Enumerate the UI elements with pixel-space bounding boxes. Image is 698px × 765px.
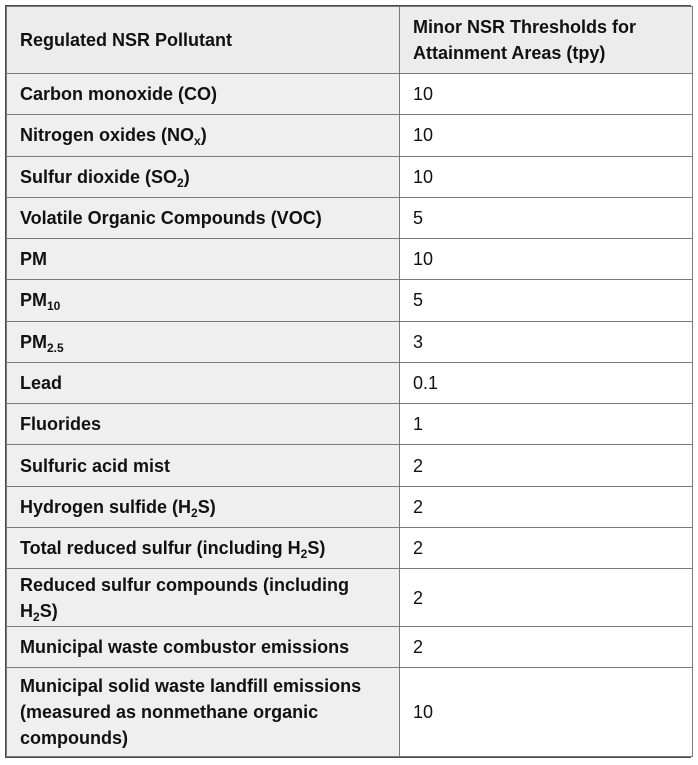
pollutant-cell: Reduced sulfur compounds (including $H_2S$) [7, 569, 400, 627]
header-threshold: Minor NSR Thresholds for Attainment Areas (tpy) [400, 7, 693, 74]
threshold-cell: 10 [400, 668, 693, 757]
table-row [7, 74, 693, 115]
threshold-cell: 1 [400, 404, 693, 445]
threshold-cell: 2 [400, 445, 693, 486]
pollutant-cell: Sulfur dioxide $(SO_2)$ [7, 156, 400, 197]
threshold-cell: 10 [400, 74, 693, 115]
pollutant-cell: Municipal solid waste landfill emissions (measured as nonmethane organic compounds) [7, 668, 400, 757]
threshold-cell: 2 [400, 527, 693, 568]
table-row [7, 115, 693, 156]
table-row [7, 321, 693, 362]
table-header-row [7, 7, 693, 74]
pollutant-cell: Lead [7, 362, 400, 403]
pollutant-cell: Municipal waste combustor emissions [7, 626, 400, 667]
pollutant-cell: $PM_{10}$ [7, 280, 400, 321]
header-pollutant: Regulated NSR Pollutant [7, 7, 400, 74]
pollutant-cell: Sulfuric acid mist [7, 445, 400, 486]
pollutant-cell: Hydrogen sulfide $(H_2S)$ [7, 486, 400, 527]
threshold-cell: 10 [400, 115, 693, 156]
threshold-cell: 2 [400, 486, 693, 527]
pollutant-threshold-table [6, 6, 693, 757]
pollutant-cell: Fluorides [7, 404, 400, 445]
pollutant-cell: Total reduced sulfur (including $H_2S$) [7, 527, 400, 568]
table-row [7, 445, 693, 486]
table-row [7, 156, 693, 197]
threshold-cell: 10 [400, 239, 693, 280]
pollutant-cell: Nitrogen oxides $(NO_x)$ [7, 115, 400, 156]
pollutant-threshold-table-container [5, 5, 691, 758]
pollutant-cell: Carbon monoxide (CO) [7, 74, 400, 115]
table-row [7, 626, 693, 667]
threshold-cell: 0.1 [400, 362, 693, 403]
table-row [7, 527, 693, 568]
table-row [7, 239, 693, 280]
table-row [7, 486, 693, 527]
pollutant-cell: $PM_{2.5}$ [7, 321, 400, 362]
table-row [7, 280, 693, 321]
table-row [7, 404, 693, 445]
threshold-cell: 5 [400, 280, 693, 321]
table-row [7, 569, 693, 627]
threshold-cell: 3 [400, 321, 693, 362]
table-row [7, 362, 693, 403]
pollutant-cell: Volatile Organic Compounds (VOC) [7, 197, 400, 238]
threshold-cell: 5 [400, 197, 693, 238]
threshold-cell: 2 [400, 569, 693, 627]
table-row [7, 197, 693, 238]
table-row [7, 668, 693, 757]
threshold-cell: 10 [400, 156, 693, 197]
pollutant-cell: PM [7, 239, 400, 280]
threshold-cell: 2 [400, 626, 693, 667]
